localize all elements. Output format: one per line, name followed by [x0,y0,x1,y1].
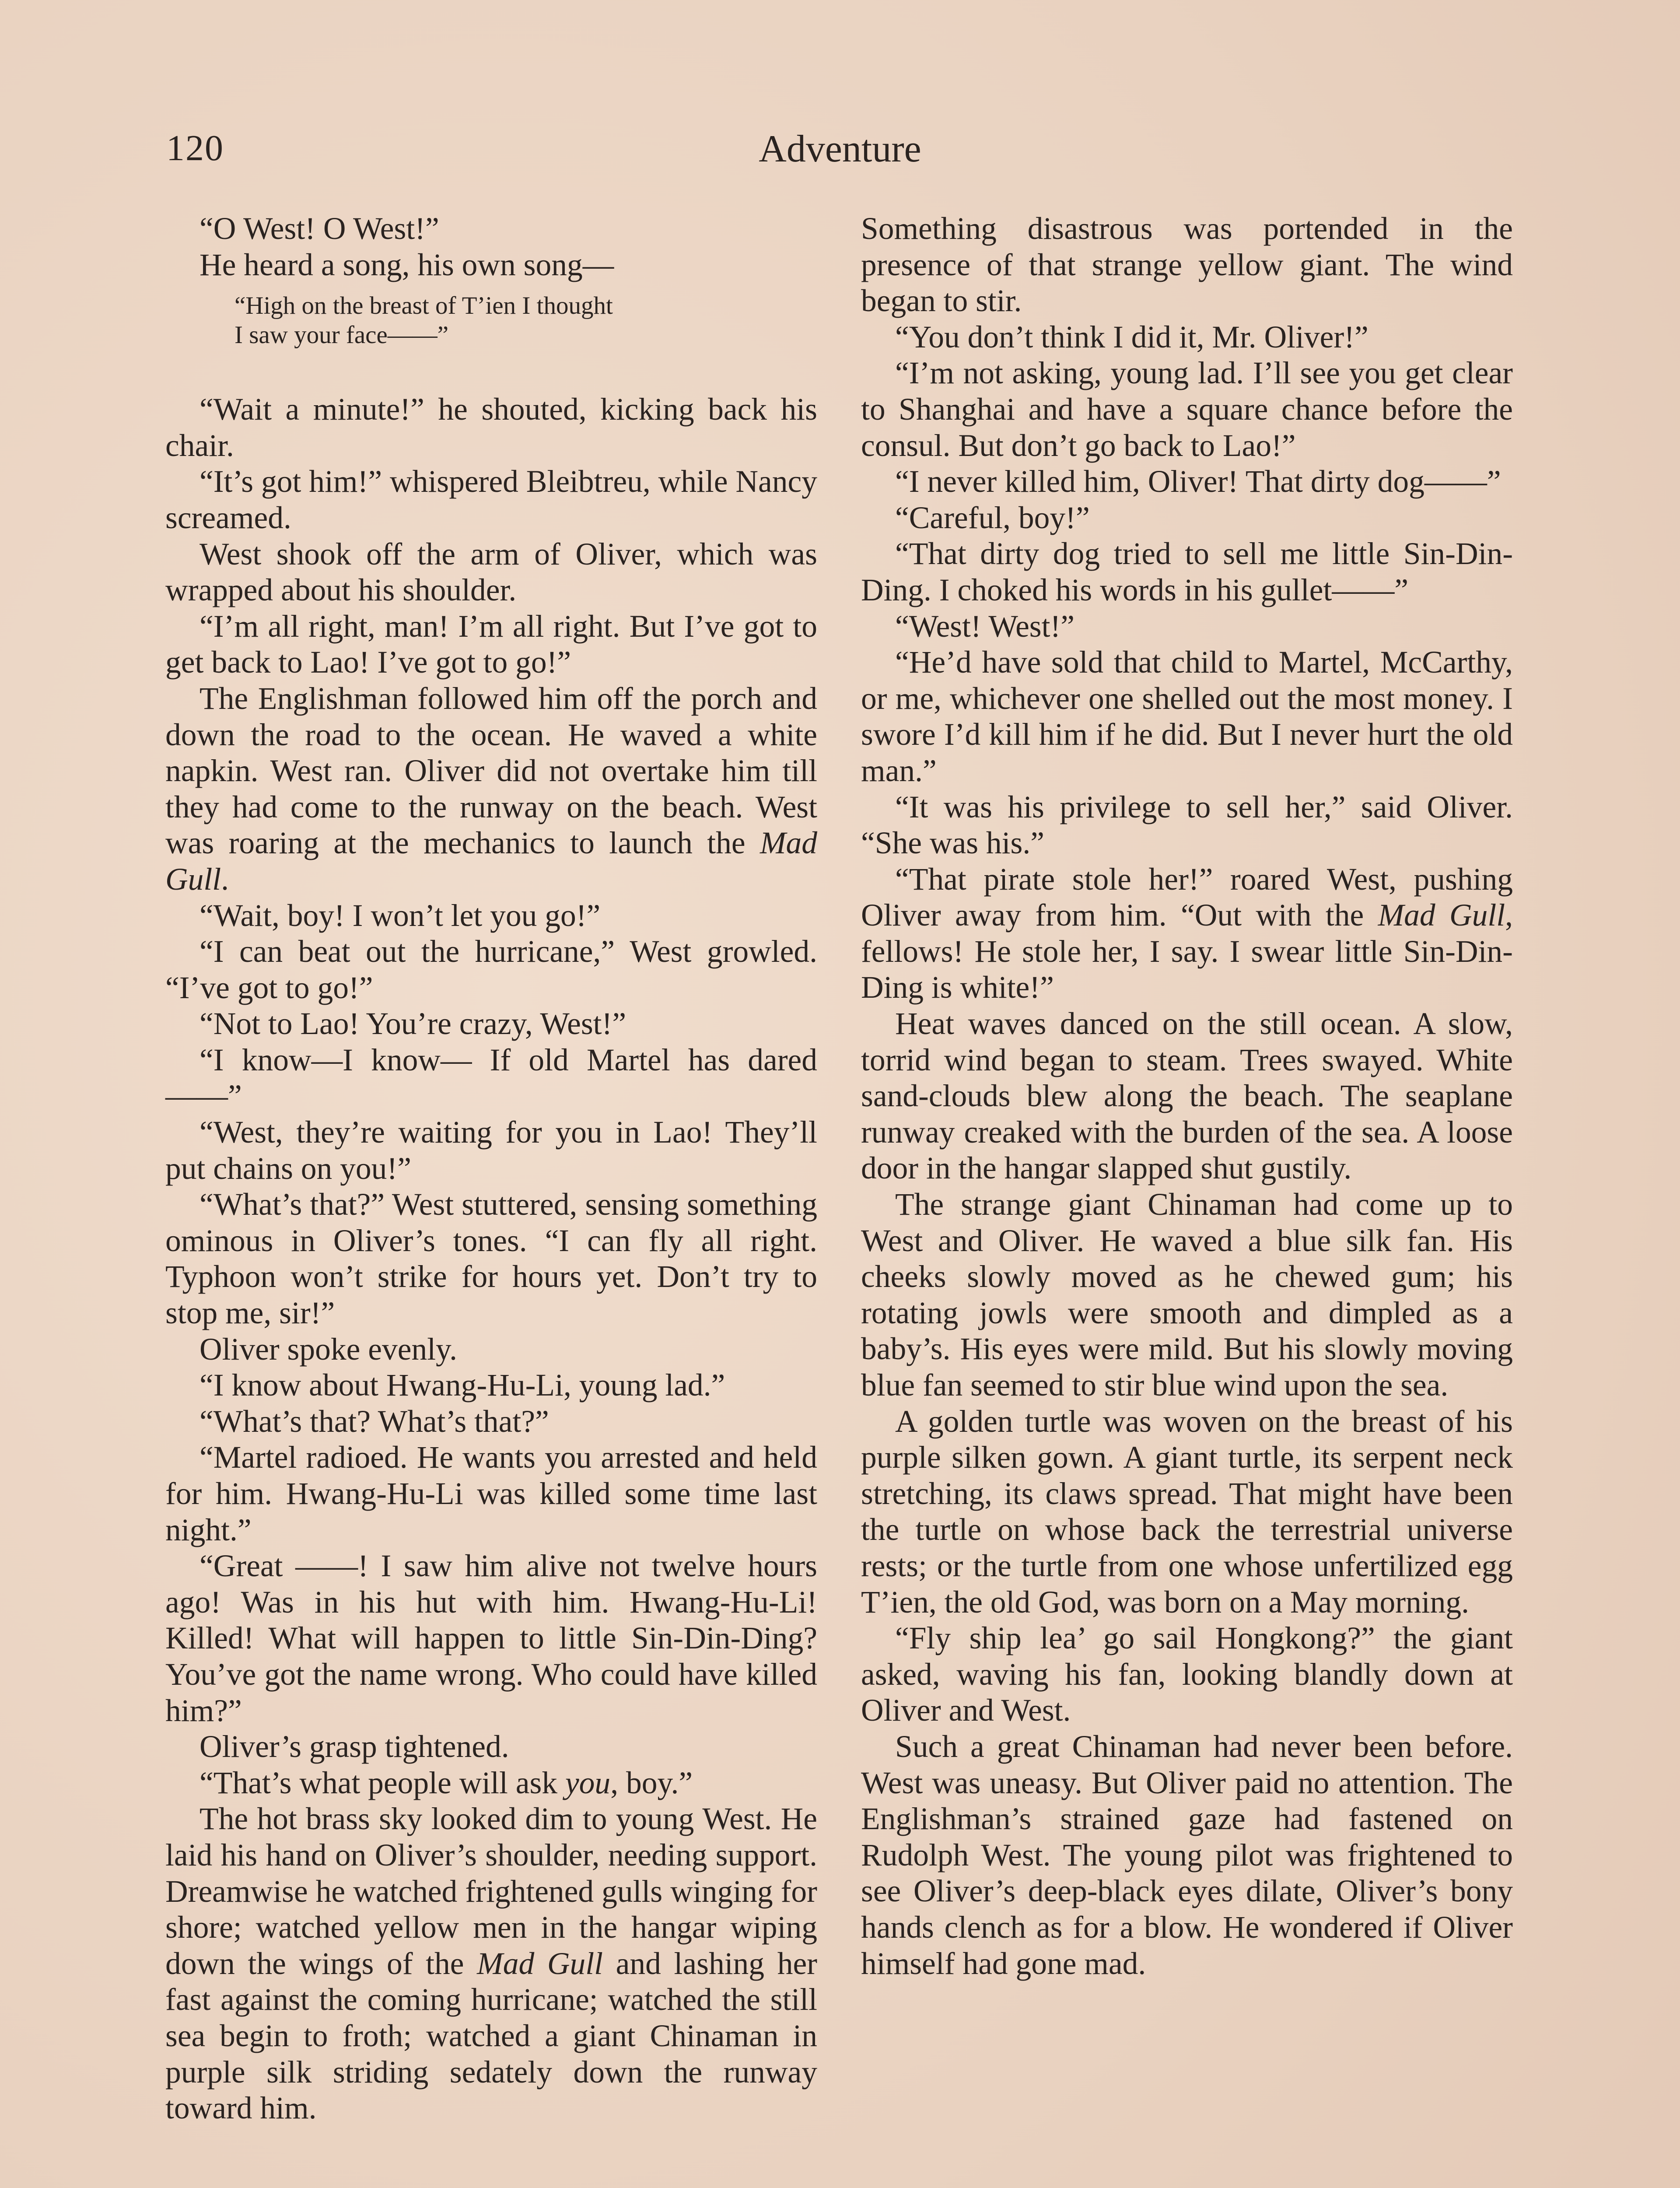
song-verse [234,291,817,350]
paragraph: “West! West!” [895,609,1075,644]
paragraph: “Fly ship lea’ go sail Hongkong?” the giant asked, waving his fan, looking blandly down at Oliver and West. [861,1621,1513,1728]
verse-line: I saw your face——” [234,321,449,349]
left-paragraphs [165,392,817,2127]
paragraph: The strange giant Chinaman had come up to West and Oliver. He waved a blue silk fan. His cheeks slowly moved as he chewed gum; his rotating jowls were smooth and dimpled as a baby’s. His eyes were mild. But his slowly moving blue fan seemed to stir blue wind upon the sea. [861,1187,1513,1403]
paragraph: “I know about Hwang-Hu-Li, young lad.” [200,1368,725,1403]
paragraph: “That dirty dog tried to sell me little Sin-Din-Ding. I choked his words in his gullet——” [861,536,1513,607]
paragraph: “I’m not asking, young lad. I’ll see you get clear to Shanghai and have a square chance before the consul. But don’t go back to Lao!” [861,356,1513,463]
paragraph: “That’s what people will ask you, boy.” [200,1765,693,1800]
verse-line: “High on the breast of T’ien I thought [234,292,613,320]
paragraph: “You don’t think I did it, Mr. Oliver!” [895,319,1368,354]
paragraph: West shook off the arm of Oliver, which was wrapped about his shoulder. [165,536,817,608]
page-header [166,127,1514,188]
paragraph: “What’s that?” West stuttered, sensing something ominous in Oliver’s tones. “I can fly all right. Typhoon won’t strike for hours yet. Don’t try to stop me, sir!” [165,1187,817,1331]
paragraph: “West, they’re waiting for you in Lao! They’ll put chains on you!” [165,1115,817,1186]
paragraph: “Martel radioed. He wants you arrested and held for him. Hwang-Hu-Li was killed some time last night.” [165,1440,817,1547]
paragraph: Such a great Chinaman had never been before. West was uneasy. But Oliver paid no attention. The Englishman’s strained gaze had fastened on Rudolph West. The young pilot was frightened to see Oliver’s deep-black eyes dilate, Oliver’s bony hands clench as for a blow. He wondered if Oliver himself had gone mad. [861,1729,1513,1981]
paragraph: Oliver spoke evenly. [200,1332,458,1367]
paragraph: A golden turtle was woven on the breast of his purple silken gown. A giant turtle, its serpent neck stretching, its claws spread. That might have been the turtle on whose back the terrestrial universe rests; or the turtle from one whose unfertilized egg T’ien, the old God, was born on a May morning. [861,1404,1513,1620]
right-paragraphs [861,319,1513,1982]
paragraph: “Great ——! I saw him alive not twelve hours ago! Was in his hut with him. Hwang-Hu-Li! Killed! What will happen to little Sin-Din-Ding? You’ve got the name wrong. Who could have killed him?” [165,1549,817,1728]
page-number: 120 [166,128,224,168]
paragraph: “Wait, boy! I won’t let you go!” [200,898,601,933]
paragraph: The Englishman followed him off the porch and down the road to the ocean. He waved a white napkin. West ran. Oliver did not overtake him till they had come to the runway on the beach. West was roaring at the mechanics to launch the Mad Gull. [165,681,817,897]
paragraph: “I can beat out the hurricane,” West growled. “I’ve got to go!” [165,934,817,1005]
magazine-title: Adventure [759,128,921,170]
paragraph: “I’m all right, man! I’m all right. But I’ve got to get back to Lao! I’ve got to go!” [165,609,817,680]
paragraph: “He’d have sold that child to Martel, McCarthy, or me, whichever one shelled out the most money. I swore I’d kill him if he did. But I never hurt the old man.” [861,645,1513,788]
paragraph: “Careful, boy!” [895,500,1090,535]
paragraph: “Not to Lao! You’re crazy, West!” [200,1006,626,1041]
right-column [861,211,1513,1982]
paragraph: “What’s that? What’s that?” [200,1404,549,1439]
paragraph: “It’s got him!” whispered Bleibtreu, while Nancy screamed. [165,464,817,535]
paragraph: “That pirate stole her!” roared West, pushing Oliver away from him. “Out with the Mad Gull, fellows! He stole her, I say. I swear little Sin-Din-Ding is white!” [861,862,1513,1005]
paragraph: “I never killed him, Oliver! That dirty dog——” [895,464,1501,499]
paragraph: Oliver’s grasp tightened. [200,1729,509,1764]
paragraph: Something disastrous was portended in the presence of that strange yellow giant. The wind began to stir. [861,211,1513,319]
paragraph: “It was his privilege to sell her,” said Oliver. “She was his.” [861,789,1513,861]
paragraph: The hot brass sky looked dim to young West. He laid his hand on Oliver’s shoulder, needing support. Dreamwise he watched frightened gulls winging for shore; watched yellow men in the hangar wiping down the wings of the Mad Gull and lashing her fast against the coming hurricane; watched the still sea begin to froth; watched a giant Chinaman in purple silk striding sedately down the runway toward him. [165,1802,817,2126]
paragraph: “I know—I know— If old Martel has dared——” [165,1042,817,1114]
lead-line: “O West! O West!” [200,211,439,246]
paragraph: “Wait a minute!” he shouted, kicking back his chair. [165,392,817,463]
left-column [165,211,817,2127]
paragraph: Heat waves danced on the still ocean. A slow, torrid wind began to steam. Trees swayed. White sand-clouds blew along the beach. The seaplane runway creaked with the burden of the sea. A loose door in the hangar slapped shut gustily. [861,1006,1513,1186]
lead-line: He heard a song, his own song— [200,247,614,282]
